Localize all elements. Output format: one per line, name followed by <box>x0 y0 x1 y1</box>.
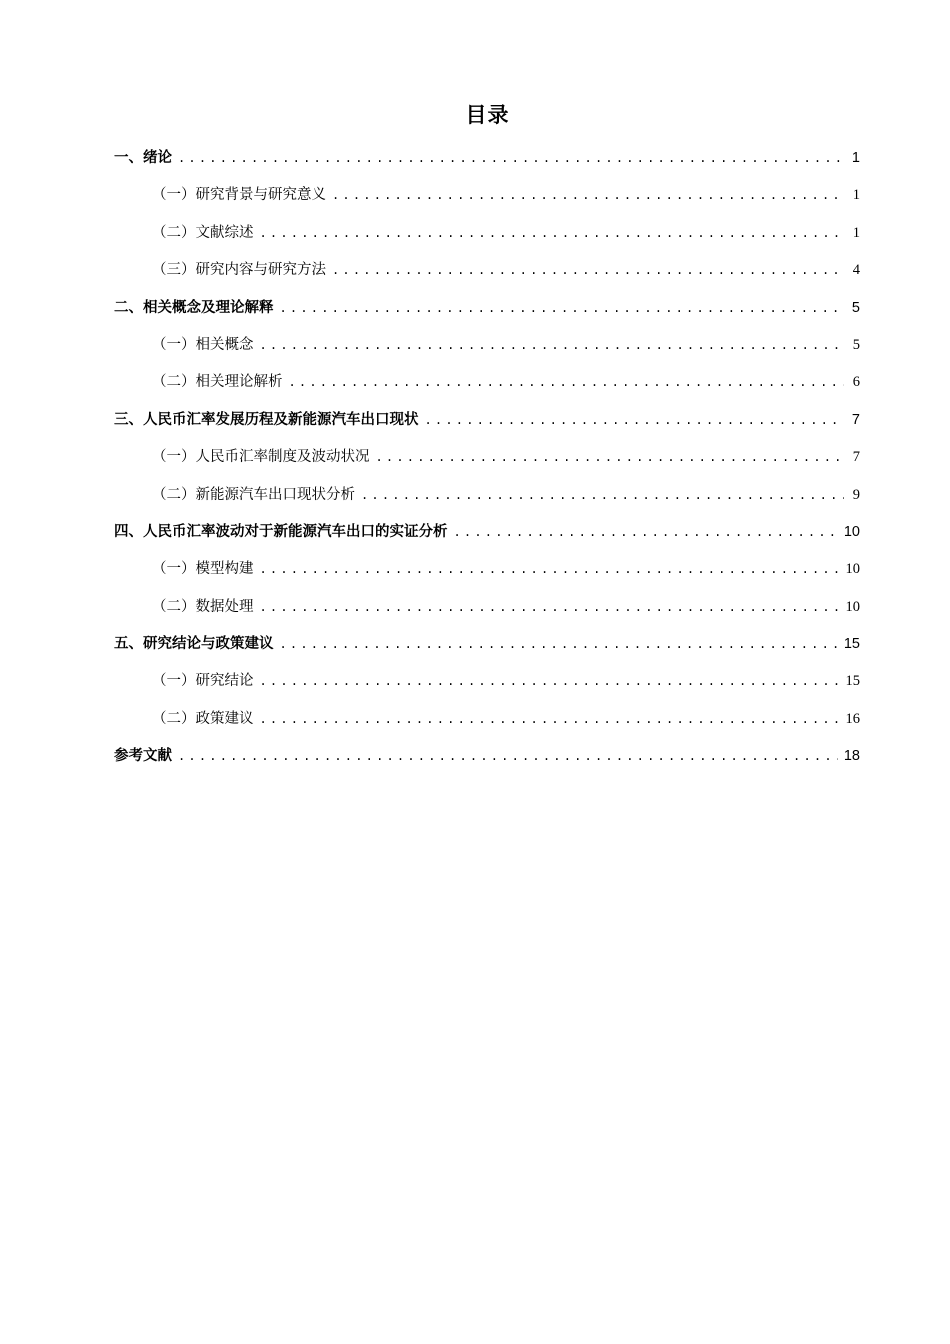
toc-entry-title: 一、绪论 <box>114 150 172 166</box>
toc-entry-title: （一）人民币汇率制度及波动状况 <box>152 449 370 466</box>
toc-dot-leader <box>332 177 844 214</box>
toc-entry-title: （二）政策建议 <box>152 710 254 727</box>
toc-entry-title: （一）模型构建 <box>152 561 254 578</box>
toc-entry-title: （一）研究结论 <box>152 673 254 690</box>
toc-entry-page-number: 15 <box>845 673 860 690</box>
table-of-contents <box>114 140 860 776</box>
toc-entry[interactable] <box>114 477 860 514</box>
toc-entry[interactable] <box>114 252 860 289</box>
toc-dot-leader <box>280 290 845 327</box>
toc-entry-title: 二、相关概念及理论解释 <box>114 299 274 316</box>
toc-entry[interactable] <box>114 701 860 738</box>
toc-entry-page-number: 16 <box>845 710 860 727</box>
toc-entry[interactable] <box>114 514 860 551</box>
toc-dot-leader <box>425 402 845 439</box>
toc-dot-leader <box>289 364 845 401</box>
toc-entry[interactable] <box>114 626 860 663</box>
toc-entry[interactable] <box>114 364 860 401</box>
toc-dot-leader <box>178 140 844 177</box>
toc-entry-title: （一）相关概念 <box>152 336 254 353</box>
page-title: 目录 <box>465 103 510 127</box>
toc-entry-title: （二）新能源汽车出口现状分析 <box>152 486 355 503</box>
toc-dot-leader <box>178 738 838 775</box>
toc-entry-page-number: 7 <box>851 411 860 428</box>
toc-dot-leader <box>260 215 845 252</box>
toc-dot-leader <box>332 252 844 289</box>
toc-entry-page-number: 10 <box>843 523 860 540</box>
toc-dot-leader <box>454 514 838 551</box>
toc-entry-title: 参考文献 <box>114 748 172 765</box>
toc-entry[interactable] <box>114 327 860 364</box>
toc-entry[interactable] <box>114 290 860 327</box>
toc-entry[interactable] <box>114 177 860 214</box>
toc-entry-title: （二）相关理论解析 <box>152 374 283 391</box>
toc-entry-page-number: 9 <box>852 486 860 503</box>
toc-entry-title: 四、人民币汇率波动对于新能源汽车出口的实证分析 <box>114 523 448 540</box>
toc-entry-title: （三）研究内容与研究方法 <box>152 262 326 279</box>
toc-entry[interactable] <box>114 439 860 476</box>
toc-entry-page-number: 1 <box>852 187 860 204</box>
toc-entry[interactable] <box>114 663 860 700</box>
toc-entry[interactable] <box>114 215 860 252</box>
toc-entry-page-number: 4 <box>852 262 860 279</box>
toc-dot-leader <box>260 701 840 738</box>
toc-entry-title: 五、研究结论与政策建议 <box>114 636 274 653</box>
toc-entry-page-number: 10 <box>845 561 860 578</box>
toc-entry-page-number: 5 <box>851 299 860 316</box>
toc-entry-title: 三、人民币汇率发展历程及新能源汽车出口现状 <box>114 411 419 428</box>
toc-entry[interactable] <box>114 402 860 439</box>
toc-entry[interactable] <box>114 551 860 588</box>
toc-entry-page-number: 18 <box>843 748 860 765</box>
toc-entry[interactable] <box>114 738 860 775</box>
toc-dot-leader <box>361 477 844 514</box>
toc-entry-page-number: 10 <box>845 598 860 615</box>
toc-dot-leader <box>260 551 840 588</box>
toc-entry-page-number: 5 <box>852 336 860 353</box>
toc-entry-page-number: 15 <box>843 636 860 653</box>
toc-dot-leader <box>260 663 840 700</box>
toc-entry-title: （二）文献综述 <box>152 224 254 241</box>
toc-entry-title: （二）数据处理 <box>152 598 254 615</box>
toc-entry[interactable] <box>114 589 860 626</box>
toc-entry-title: （一）研究背景与研究意义 <box>152 187 326 204</box>
toc-dot-leader <box>260 327 845 364</box>
toc-entry-page-number: 6 <box>852 374 860 391</box>
toc-dot-leader <box>260 589 840 626</box>
toc-entry[interactable] <box>114 140 860 177</box>
toc-entry-page-number: 7 <box>852 449 860 466</box>
toc-entry-page-number: 1 <box>852 224 860 241</box>
toc-dot-leader <box>280 626 838 663</box>
toc-dot-leader <box>376 439 845 476</box>
toc-entry-page-number: 1 <box>851 150 860 166</box>
